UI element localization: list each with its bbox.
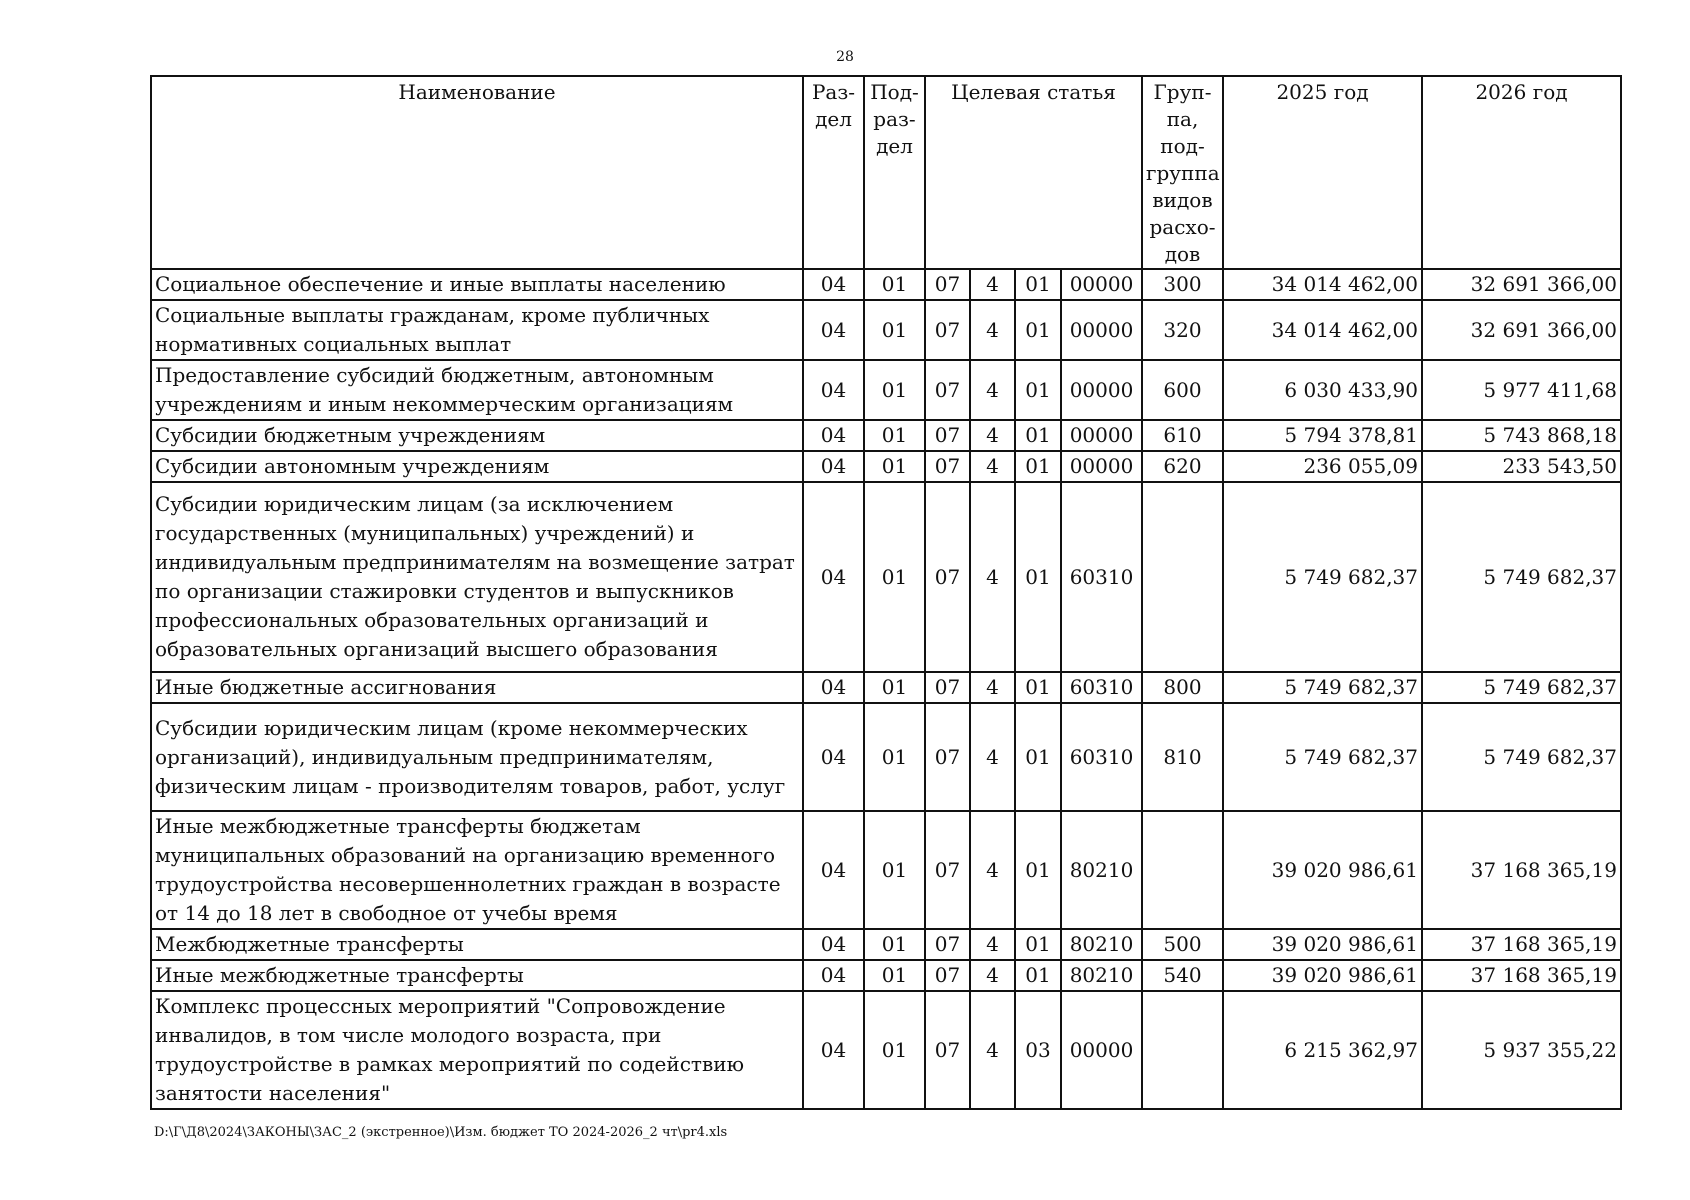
cell-y2026: 5 749 682,37	[1422, 672, 1621, 703]
table-row	[151, 482, 1621, 672]
cell-t3: 01	[1015, 960, 1061, 991]
cell-t3: 01	[1015, 482, 1061, 672]
cell-razdel: 04	[803, 482, 864, 672]
cell-group: 320	[1142, 300, 1223, 360]
cell-t3: 01	[1015, 300, 1061, 360]
cell-t1: 07	[925, 482, 970, 672]
cell-razdel: 04	[803, 300, 864, 360]
cell-name: Иные межбюджетные трансферты бюджетам муниципальных образований на организацию временного трудоустройства несовершеннолетних граждан в возрасте от 14 до 18 лет в свободное от учебы время	[151, 811, 803, 929]
cell-podrazdel: 01	[864, 811, 925, 929]
cell-name: Субсидии автономным учреждениям	[151, 451, 803, 482]
cell-t3: 01	[1015, 703, 1061, 811]
header-group: Груп- па, под- группа видов расхо- дов	[1142, 76, 1223, 269]
cell-podrazdel: 01	[864, 703, 925, 811]
cell-podrazdel: 01	[864, 451, 925, 482]
cell-t2: 4	[970, 991, 1015, 1109]
cell-t1: 07	[925, 703, 970, 811]
cell-t2: 4	[970, 300, 1015, 360]
header-podrazdel: Под- раз- дел	[864, 76, 925, 269]
cell-t4: 60310	[1061, 482, 1142, 672]
cell-y2025: 5 794 378,81	[1223, 420, 1422, 451]
table-row	[151, 451, 1621, 482]
cell-y2025: 6 030 433,90	[1223, 360, 1422, 420]
table-row	[151, 672, 1621, 703]
cell-t4: 60310	[1061, 672, 1142, 703]
cell-podrazdel: 01	[864, 672, 925, 703]
cell-name: Иные бюджетные ассигнования	[151, 672, 803, 703]
table-row	[151, 269, 1621, 300]
cell-y2025: 39 020 986,61	[1223, 960, 1422, 991]
cell-razdel: 04	[803, 991, 864, 1109]
cell-podrazdel: 01	[864, 482, 925, 672]
cell-group	[1142, 482, 1223, 672]
cell-t1: 07	[925, 811, 970, 929]
cell-name: Субсидии юридическим лицам (за исключением государственных (муниципальных) учреждений) и индивидуальным предпринимателям на возмещение затрат по организации стажировки студентов и выпускников профессиональных образовательных организаций и образовательных организаций высшего образования	[151, 482, 803, 672]
cell-t2: 4	[970, 811, 1015, 929]
table-row	[151, 360, 1621, 420]
cell-y2025: 39 020 986,61	[1223, 811, 1422, 929]
cell-t3: 01	[1015, 811, 1061, 929]
table-row	[151, 420, 1621, 451]
cell-name: Иные межбюджетные трансферты	[151, 960, 803, 991]
cell-t2: 4	[970, 360, 1015, 420]
cell-y2026: 5 937 355,22	[1422, 991, 1621, 1109]
cell-t3: 03	[1015, 991, 1061, 1109]
cell-group: 810	[1142, 703, 1223, 811]
cell-y2025: 6 215 362,97	[1223, 991, 1422, 1109]
cell-podrazdel: 01	[864, 360, 925, 420]
cell-t4: 00000	[1061, 991, 1142, 1109]
cell-group: 620	[1142, 451, 1223, 482]
cell-razdel: 04	[803, 420, 864, 451]
cell-razdel: 04	[803, 811, 864, 929]
header-razdel: Раз- дел	[803, 76, 864, 269]
cell-t2: 4	[970, 960, 1015, 991]
cell-group: 610	[1142, 420, 1223, 451]
header-2026: 2026 год	[1422, 76, 1621, 269]
cell-name: Предоставление субсидий бюджетным, автономным учреждениям и иным некоммерческим организациям	[151, 360, 803, 420]
cell-t3: 01	[1015, 672, 1061, 703]
cell-t2: 4	[970, 269, 1015, 300]
cell-t4: 60310	[1061, 703, 1142, 811]
cell-t2: 4	[970, 451, 1015, 482]
cell-t3: 01	[1015, 451, 1061, 482]
cell-t1: 07	[925, 420, 970, 451]
cell-t2: 4	[970, 482, 1015, 672]
cell-name: Социальные выплаты гражданам, кроме публичных нормативных социальных выплат	[151, 300, 803, 360]
table-row	[151, 991, 1621, 1109]
cell-t4: 00000	[1061, 300, 1142, 360]
cell-t1: 07	[925, 991, 970, 1109]
cell-t1: 07	[925, 672, 970, 703]
cell-y2025: 236 055,09	[1223, 451, 1422, 482]
cell-y2026: 37 168 365,19	[1422, 960, 1621, 991]
footer-file-path: D:\Г\Д8\2024\ЗАКОНЫ\ЗАС_2 (экстренное)\Изм. бюджет ТО 2024-2026_2 чт\pr4.xls	[154, 1125, 728, 1140]
cell-t2: 4	[970, 703, 1015, 811]
cell-t1: 07	[925, 451, 970, 482]
cell-y2026: 37 168 365,19	[1422, 811, 1621, 929]
cell-group: 540	[1142, 960, 1223, 991]
cell-y2025: 5 749 682,37	[1223, 672, 1422, 703]
cell-t2: 4	[970, 672, 1015, 703]
cell-y2026: 5 749 682,37	[1422, 703, 1621, 811]
cell-y2025: 34 014 462,00	[1223, 300, 1422, 360]
cell-y2025: 39 020 986,61	[1223, 929, 1422, 960]
cell-t3: 01	[1015, 420, 1061, 451]
cell-group: 600	[1142, 360, 1223, 420]
cell-y2026: 233 543,50	[1422, 451, 1621, 482]
table-row	[151, 960, 1621, 991]
table-row	[151, 703, 1621, 811]
cell-group: 800	[1142, 672, 1223, 703]
budget-table	[150, 75, 1622, 1110]
header-row	[151, 76, 1621, 269]
cell-t1: 07	[925, 300, 970, 360]
cell-t1: 07	[925, 929, 970, 960]
cell-name: Межбюджетные трансферты	[151, 929, 803, 960]
cell-group	[1142, 811, 1223, 929]
page-number: 28	[836, 49, 854, 65]
cell-t3: 01	[1015, 360, 1061, 420]
cell-y2026: 5 977 411,68	[1422, 360, 1621, 420]
table-row	[151, 929, 1621, 960]
cell-t4: 80210	[1061, 960, 1142, 991]
cell-t2: 4	[970, 929, 1015, 960]
cell-name: Субсидии бюджетным учреждениям	[151, 420, 803, 451]
cell-name: Комплекс процессных мероприятий "Сопровождение инвалидов, в том числе молодого возраста, при трудоустройстве в рамках мероприятий по содействию занятости населения"	[151, 991, 803, 1109]
cell-y2026: 5 749 682,37	[1422, 482, 1621, 672]
header-2025: 2025 год	[1223, 76, 1422, 269]
cell-t1: 07	[925, 960, 970, 991]
cell-y2026: 32 691 366,00	[1422, 269, 1621, 300]
cell-razdel: 04	[803, 672, 864, 703]
cell-t1: 07	[925, 269, 970, 300]
cell-razdel: 04	[803, 451, 864, 482]
cell-t3: 01	[1015, 269, 1061, 300]
cell-y2026: 32 691 366,00	[1422, 300, 1621, 360]
cell-name: Социальное обеспечение и иные выплаты населению	[151, 269, 803, 300]
cell-podrazdel: 01	[864, 991, 925, 1109]
cell-podrazdel: 01	[864, 420, 925, 451]
cell-name: Субсидии юридическим лицам (кроме некоммерческих организаций), индивидуальным предпринимателям, физическим лицам - производителям товаров, работ, услуг	[151, 703, 803, 811]
cell-y2025: 34 014 462,00	[1223, 269, 1422, 300]
cell-y2026: 5 743 868,18	[1422, 420, 1621, 451]
cell-t4: 00000	[1061, 360, 1142, 420]
cell-y2025: 5 749 682,37	[1223, 482, 1422, 672]
cell-t4: 80210	[1061, 811, 1142, 929]
cell-t2: 4	[970, 420, 1015, 451]
cell-t4: 00000	[1061, 451, 1142, 482]
cell-group	[1142, 991, 1223, 1109]
cell-podrazdel: 01	[864, 269, 925, 300]
cell-razdel: 04	[803, 703, 864, 811]
cell-group: 300	[1142, 269, 1223, 300]
cell-podrazdel: 01	[864, 929, 925, 960]
table-row	[151, 811, 1621, 929]
cell-t1: 07	[925, 360, 970, 420]
cell-t3: 01	[1015, 929, 1061, 960]
header-name: Наименование	[151, 76, 803, 269]
cell-razdel: 04	[803, 360, 864, 420]
cell-t4: 80210	[1061, 929, 1142, 960]
header-target: Целевая статья	[925, 76, 1142, 269]
cell-podrazdel: 01	[864, 960, 925, 991]
cell-y2026: 37 168 365,19	[1422, 929, 1621, 960]
cell-razdel: 04	[803, 269, 864, 300]
cell-y2025: 5 749 682,37	[1223, 703, 1422, 811]
cell-razdel: 04	[803, 960, 864, 991]
cell-t4: 00000	[1061, 420, 1142, 451]
cell-t4: 00000	[1061, 269, 1142, 300]
cell-podrazdel: 01	[864, 300, 925, 360]
table-row	[151, 300, 1621, 360]
cell-razdel: 04	[803, 929, 864, 960]
cell-group: 500	[1142, 929, 1223, 960]
